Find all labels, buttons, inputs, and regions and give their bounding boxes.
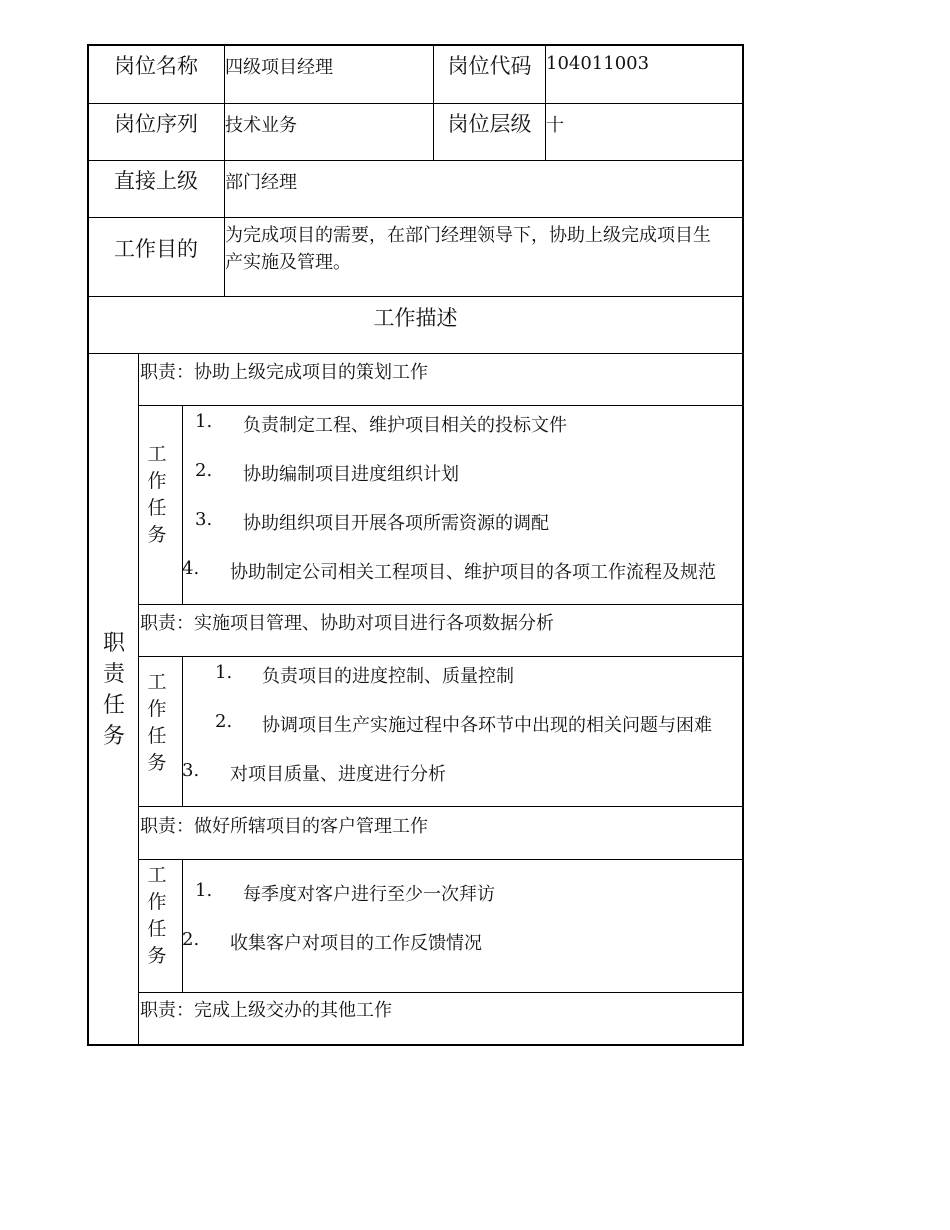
- row-divider: [87, 103, 744, 104]
- task-text: 负责项目的进度控制、质量控制: [262, 666, 514, 687]
- col-divider: [182, 859, 183, 993]
- border-top: [87, 44, 744, 46]
- task-number: 2.: [182, 929, 200, 950]
- tasks-label-text: 工作任务: [147, 671, 167, 774]
- task-text: 每季度对客户进行至少一次拜访: [243, 884, 495, 905]
- tasks-label: [143, 441, 171, 549]
- superior-value: 部门经理: [225, 172, 297, 193]
- row-divider: [87, 217, 744, 218]
- purpose-value: [225, 222, 740, 276]
- duty-title: 职责：实施项目管理、协助对项目进行各项数据分析: [140, 613, 554, 634]
- level-label: 岗位层级: [447, 112, 532, 136]
- description-title: 工作描述: [373, 306, 458, 330]
- duties-label: [100, 628, 128, 752]
- task-number: 3.: [182, 760, 200, 781]
- col-divider: [138, 353, 139, 1045]
- task-number: 1.: [195, 411, 213, 432]
- row-divider: [138, 806, 744, 807]
- task-text: 协助编制项目进度组织计划: [243, 464, 459, 485]
- col-divider: [182, 656, 183, 807]
- purpose-label: 工作目的: [114, 237, 198, 261]
- tasks-label: [143, 862, 171, 970]
- task-number: 3.: [195, 509, 213, 530]
- row-divider: [138, 604, 744, 605]
- task-text: 协调项目生产实施过程中各环节中出现的相关问题与困难: [262, 715, 712, 736]
- duty-title: 职责：协助上级完成项目的策划工作: [140, 362, 428, 383]
- row-divider: [138, 859, 744, 860]
- row-divider: [87, 296, 744, 297]
- purpose-line-2: 产实施及管理。: [225, 252, 351, 273]
- superior-label: 直接上级: [114, 169, 198, 193]
- task-number: 1.: [215, 662, 233, 683]
- duties-label-text: 职责任务: [103, 631, 126, 749]
- level-value: 十: [546, 115, 564, 136]
- task-number: 4.: [182, 558, 200, 579]
- border-right: [742, 44, 744, 1046]
- task-number: 2.: [195, 460, 213, 481]
- row-divider: [138, 405, 744, 406]
- task-text: 收集客户对项目的工作反馈情况: [230, 933, 482, 954]
- series-label: 岗位序列: [114, 112, 198, 136]
- position-name-label: 岗位名称: [114, 54, 198, 78]
- border-bottom: [87, 1044, 744, 1046]
- duty-title: 职责：完成上级交办的其他工作: [140, 1000, 392, 1021]
- position-code-label: 岗位代码: [447, 54, 532, 78]
- task-number: 1.: [195, 880, 213, 901]
- position-code-value: 104011003: [546, 53, 650, 74]
- purpose-line-1: 为完成项目的需要，在部门经理领导下，协助上级完成项目生: [225, 225, 711, 246]
- duty-title: 职责：做好所辖项目的客户管理工作: [140, 816, 428, 837]
- task-text: 协助制定公司相关工程项目、维护项目的各项工作流程及规范: [230, 562, 716, 583]
- row-divider: [138, 992, 744, 993]
- task-number: 2.: [215, 711, 233, 732]
- tasks-label-text: 工作任务: [147, 443, 167, 546]
- row-divider: [87, 160, 744, 161]
- position-name-value: 四级项目经理: [225, 57, 333, 78]
- tasks-label: [143, 669, 171, 777]
- series-value: 技术业务: [225, 115, 297, 136]
- task-text: 负责制定工程、维护项目相关的投标文件: [243, 415, 567, 436]
- tasks-label-text: 工作任务: [147, 864, 167, 967]
- row-divider: [138, 656, 744, 657]
- row-divider: [87, 353, 744, 354]
- task-text: 协助组织项目开展各项所需资源的调配: [243, 513, 549, 534]
- task-text: 对项目质量、进度进行分析: [230, 764, 446, 785]
